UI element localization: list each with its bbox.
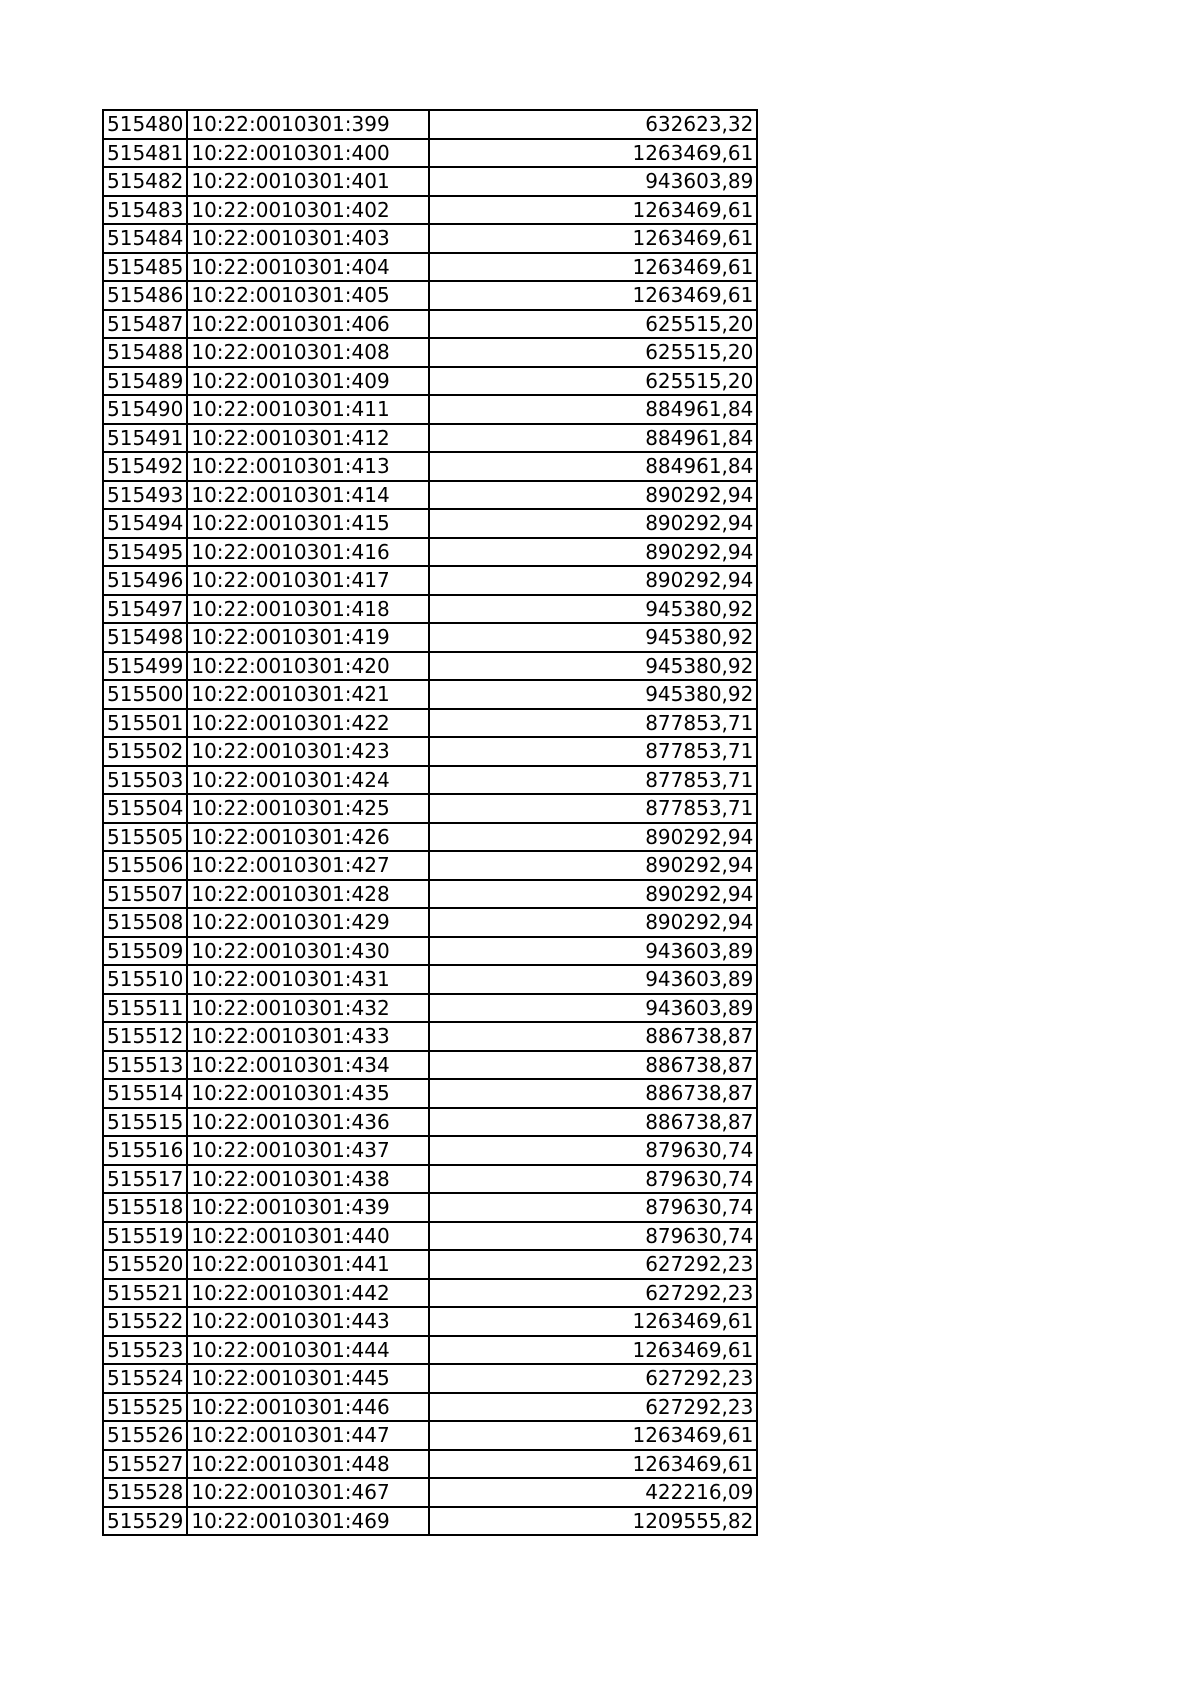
- cadastral-value-cell: 877853,71: [429, 709, 757, 738]
- table-row: [103, 794, 757, 823]
- cadastral-value-cell: 1263469,61: [429, 139, 757, 168]
- cadastral-value-cell: 627292,23: [429, 1279, 757, 1308]
- table-row: [103, 452, 757, 481]
- row-number-cell: 515504: [103, 794, 187, 823]
- table-row: [103, 1364, 757, 1393]
- row-number-cell: 515524: [103, 1364, 187, 1393]
- cadastral-number-cell: 10:22:0010301:412: [187, 424, 429, 453]
- cadastral-number-cell: 10:22:0010301:420: [187, 652, 429, 681]
- cadastral-number-cell: 10:22:0010301:431: [187, 965, 429, 994]
- cadastral-number-cell: 10:22:0010301:408: [187, 338, 429, 367]
- cadastral-number-cell: 10:22:0010301:422: [187, 709, 429, 738]
- table-body: [103, 110, 757, 1535]
- cadastral-value-cell: 945380,92: [429, 623, 757, 652]
- cadastral-number-cell: 10:22:0010301:428: [187, 880, 429, 909]
- cadastral-number-cell: 10:22:0010301:403: [187, 224, 429, 253]
- data-table: [102, 109, 758, 1536]
- table-row: [103, 1222, 757, 1251]
- cadastral-value-cell: 422216,09: [429, 1478, 757, 1507]
- table-row: [103, 652, 757, 681]
- cadastral-value-cell: 1263469,61: [429, 1336, 757, 1365]
- cadastral-value-cell: 890292,94: [429, 538, 757, 567]
- cadastral-value-cell: 943603,89: [429, 167, 757, 196]
- row-number-cell: 515507: [103, 880, 187, 909]
- table-row: [103, 566, 757, 595]
- table-row: [103, 766, 757, 795]
- row-number-cell: 515515: [103, 1108, 187, 1137]
- cadastral-number-cell: 10:22:0010301:426: [187, 823, 429, 852]
- row-number-cell: 515480: [103, 110, 187, 139]
- table-row: [103, 538, 757, 567]
- row-number-cell: 515516: [103, 1136, 187, 1165]
- row-number-cell: 515485: [103, 253, 187, 282]
- row-number-cell: 515501: [103, 709, 187, 738]
- cadastral-number-cell: 10:22:0010301:448: [187, 1450, 429, 1479]
- table-row: [103, 1450, 757, 1479]
- table-row: [103, 196, 757, 225]
- row-number-cell: 515520: [103, 1250, 187, 1279]
- row-number-cell: 515482: [103, 167, 187, 196]
- cadastral-number-cell: 10:22:0010301:404: [187, 253, 429, 282]
- cadastral-value-cell: 627292,23: [429, 1393, 757, 1422]
- table-row: [103, 1478, 757, 1507]
- table-row: [103, 167, 757, 196]
- cadastral-number-cell: 10:22:0010301:436: [187, 1108, 429, 1137]
- cadastral-value-cell: 890292,94: [429, 509, 757, 538]
- cadastral-value-cell: 886738,87: [429, 1051, 757, 1080]
- table-row: [103, 595, 757, 624]
- cadastral-number-cell: 10:22:0010301:439: [187, 1193, 429, 1222]
- cadastral-number-cell: 10:22:0010301:416: [187, 538, 429, 567]
- row-number-cell: 515487: [103, 310, 187, 339]
- cadastral-value-cell: 886738,87: [429, 1022, 757, 1051]
- cadastral-number-cell: 10:22:0010301:417: [187, 566, 429, 595]
- row-number-cell: 515505: [103, 823, 187, 852]
- table-row: [103, 680, 757, 709]
- table-row: [103, 1051, 757, 1080]
- cadastral-number-cell: 10:22:0010301:419: [187, 623, 429, 652]
- table-row: [103, 1393, 757, 1422]
- cadastral-number-cell: 10:22:0010301:406: [187, 310, 429, 339]
- table-row: [103, 1136, 757, 1165]
- table-row: [103, 395, 757, 424]
- cadastral-value-cell: 884961,84: [429, 424, 757, 453]
- cadastral-value-cell: 625515,20: [429, 338, 757, 367]
- cadastral-number-cell: 10:22:0010301:444: [187, 1336, 429, 1365]
- cadastral-value-cell: 890292,94: [429, 823, 757, 852]
- table-row: [103, 1279, 757, 1308]
- table-row: [103, 1250, 757, 1279]
- row-number-cell: 515489: [103, 367, 187, 396]
- table-row: [103, 1193, 757, 1222]
- cadastral-number-cell: 10:22:0010301:425: [187, 794, 429, 823]
- cadastral-number-cell: 10:22:0010301:429: [187, 908, 429, 937]
- row-number-cell: 515528: [103, 1478, 187, 1507]
- table-row: [103, 709, 757, 738]
- cadastral-number-cell: 10:22:0010301:414: [187, 481, 429, 510]
- cadastral-value-cell: 1263469,61: [429, 1450, 757, 1479]
- table-row: [103, 623, 757, 652]
- cadastral-number-cell: 10:22:0010301:409: [187, 367, 429, 396]
- row-number-cell: 515486: [103, 281, 187, 310]
- cadastral-number-cell: 10:22:0010301:445: [187, 1364, 429, 1393]
- cadastral-value-cell: 1263469,61: [429, 1421, 757, 1450]
- cadastral-value-cell: 886738,87: [429, 1079, 757, 1108]
- cadastral-value-cell: 1263469,61: [429, 196, 757, 225]
- cadastral-number-cell: 10:22:0010301:399: [187, 110, 429, 139]
- cadastral-value-cell: 1263469,61: [429, 1307, 757, 1336]
- table-row: [103, 1507, 757, 1536]
- cadastral-value-cell: 625515,20: [429, 367, 757, 396]
- cadastral-number-cell: 10:22:0010301:441: [187, 1250, 429, 1279]
- cadastral-number-cell: 10:22:0010301:405: [187, 281, 429, 310]
- cadastral-number-cell: 10:22:0010301:411: [187, 395, 429, 424]
- cadastral-number-cell: 10:22:0010301:424: [187, 766, 429, 795]
- table-row: [103, 367, 757, 396]
- cadastral-number-cell: 10:22:0010301:438: [187, 1165, 429, 1194]
- cadastral-number-cell: 10:22:0010301:433: [187, 1022, 429, 1051]
- row-number-cell: 515503: [103, 766, 187, 795]
- cadastral-value-cell: 886738,87: [429, 1108, 757, 1137]
- table-row: [103, 1165, 757, 1194]
- cadastral-number-cell: 10:22:0010301:401: [187, 167, 429, 196]
- cadastral-number-cell: 10:22:0010301:435: [187, 1079, 429, 1108]
- cadastral-number-cell: 10:22:0010301:437: [187, 1136, 429, 1165]
- table-row: [103, 1079, 757, 1108]
- row-number-cell: 515497: [103, 595, 187, 624]
- cadastral-number-cell: 10:22:0010301:434: [187, 1051, 429, 1080]
- cadastral-value-cell: 1263469,61: [429, 281, 757, 310]
- table-row: [103, 481, 757, 510]
- row-number-cell: 515490: [103, 395, 187, 424]
- table-row: [103, 110, 757, 139]
- cadastral-number-cell: 10:22:0010301:423: [187, 737, 429, 766]
- table-row: [103, 1307, 757, 1336]
- cadastral-value-cell: 627292,23: [429, 1250, 757, 1279]
- table-row: [103, 880, 757, 909]
- cadastral-number-cell: 10:22:0010301:469: [187, 1507, 429, 1536]
- cadastral-number-cell: 10:22:0010301:400: [187, 139, 429, 168]
- row-number-cell: 515513: [103, 1051, 187, 1080]
- cadastral-number-cell: 10:22:0010301:418: [187, 595, 429, 624]
- row-number-cell: 515519: [103, 1222, 187, 1251]
- table-row: [103, 310, 757, 339]
- row-number-cell: 515494: [103, 509, 187, 538]
- row-number-cell: 515522: [103, 1307, 187, 1336]
- table-row: [103, 424, 757, 453]
- row-number-cell: 515523: [103, 1336, 187, 1365]
- row-number-cell: 515512: [103, 1022, 187, 1051]
- cadastral-value-cell: 625515,20: [429, 310, 757, 339]
- cadastral-value-cell: 945380,92: [429, 595, 757, 624]
- table-row: [103, 965, 757, 994]
- cadastral-number-cell: 10:22:0010301:447: [187, 1421, 429, 1450]
- table-row: [103, 509, 757, 538]
- row-number-cell: 515529: [103, 1507, 187, 1536]
- table-row: [103, 1108, 757, 1137]
- cadastral-value-cell: 879630,74: [429, 1222, 757, 1251]
- table-row: [103, 281, 757, 310]
- row-number-cell: 515491: [103, 424, 187, 453]
- row-number-cell: 515483: [103, 196, 187, 225]
- cadastral-value-cell: 879630,74: [429, 1165, 757, 1194]
- row-number-cell: 515488: [103, 338, 187, 367]
- cadastral-number-cell: 10:22:0010301:443: [187, 1307, 429, 1336]
- row-number-cell: 515502: [103, 737, 187, 766]
- row-number-cell: 515510: [103, 965, 187, 994]
- row-number-cell: 515509: [103, 937, 187, 966]
- row-number-cell: 515521: [103, 1279, 187, 1308]
- cadastral-number-cell: 10:22:0010301:432: [187, 994, 429, 1023]
- cadastral-number-cell: 10:22:0010301:442: [187, 1279, 429, 1308]
- cadastral-value-cell: 879630,74: [429, 1136, 757, 1165]
- row-number-cell: 515506: [103, 851, 187, 880]
- row-number-cell: 515498: [103, 623, 187, 652]
- row-number-cell: 515484: [103, 224, 187, 253]
- cadastral-value-cell: 877853,71: [429, 794, 757, 823]
- cadastral-value-cell: 1209555,82: [429, 1507, 757, 1536]
- cadastral-value-cell: 943603,89: [429, 937, 757, 966]
- cadastral-number-cell: 10:22:0010301:402: [187, 196, 429, 225]
- cadastral-value-cell: 945380,92: [429, 652, 757, 681]
- table-row: [103, 823, 757, 852]
- row-number-cell: 515500: [103, 680, 187, 709]
- cadastral-value-cell: 890292,94: [429, 566, 757, 595]
- cadastral-value-cell: 1263469,61: [429, 253, 757, 282]
- cadastral-value-cell: 890292,94: [429, 481, 757, 510]
- row-number-cell: 515518: [103, 1193, 187, 1222]
- cadastral-value-cell: 884961,84: [429, 395, 757, 424]
- table-row: [103, 1336, 757, 1365]
- row-number-cell: 515526: [103, 1421, 187, 1450]
- table-row: [103, 338, 757, 367]
- table-row: [103, 253, 757, 282]
- table-row: [103, 224, 757, 253]
- table-row: [103, 1421, 757, 1450]
- cadastral-value-cell: 879630,74: [429, 1193, 757, 1222]
- table-row: [103, 908, 757, 937]
- table-row: [103, 1022, 757, 1051]
- row-number-cell: 515492: [103, 452, 187, 481]
- cadastral-value-cell: 945380,92: [429, 680, 757, 709]
- cadastral-number-cell: 10:22:0010301:440: [187, 1222, 429, 1251]
- row-number-cell: 515496: [103, 566, 187, 595]
- row-number-cell: 515511: [103, 994, 187, 1023]
- cadastral-number-cell: 10:22:0010301:427: [187, 851, 429, 880]
- row-number-cell: 515514: [103, 1079, 187, 1108]
- cadastral-number-cell: 10:22:0010301:430: [187, 937, 429, 966]
- cadastral-value-cell: 890292,94: [429, 908, 757, 937]
- table-row: [103, 994, 757, 1023]
- cadastral-number-cell: 10:22:0010301:421: [187, 680, 429, 709]
- cadastral-value-cell: 890292,94: [429, 851, 757, 880]
- row-number-cell: 515493: [103, 481, 187, 510]
- table-row: [103, 937, 757, 966]
- table-row: [103, 851, 757, 880]
- cadastral-value-cell: 890292,94: [429, 880, 757, 909]
- row-number-cell: 515527: [103, 1450, 187, 1479]
- cadastral-number-cell: 10:22:0010301:415: [187, 509, 429, 538]
- cadastral-value-cell: 627292,23: [429, 1364, 757, 1393]
- row-number-cell: 515517: [103, 1165, 187, 1194]
- cadastral-value-cell: 877853,71: [429, 737, 757, 766]
- table-row: [103, 139, 757, 168]
- cadastral-number-cell: 10:22:0010301:467: [187, 1478, 429, 1507]
- row-number-cell: 515495: [103, 538, 187, 567]
- cadastral-value-cell: 632623,32: [429, 110, 757, 139]
- row-number-cell: 515508: [103, 908, 187, 937]
- cadastral-value-cell: 943603,89: [429, 965, 757, 994]
- cadastral-value-cell: 943603,89: [429, 994, 757, 1023]
- cadastral-number-cell: 10:22:0010301:446: [187, 1393, 429, 1422]
- cadastral-value-cell: 877853,71: [429, 766, 757, 795]
- cadastral-number-cell: 10:22:0010301:413: [187, 452, 429, 481]
- row-number-cell: 515525: [103, 1393, 187, 1422]
- row-number-cell: 515499: [103, 652, 187, 681]
- table-row: [103, 737, 757, 766]
- cadastral-value-cell: 884961,84: [429, 452, 757, 481]
- cadastral-value-cell: 1263469,61: [429, 224, 757, 253]
- row-number-cell: 515481: [103, 139, 187, 168]
